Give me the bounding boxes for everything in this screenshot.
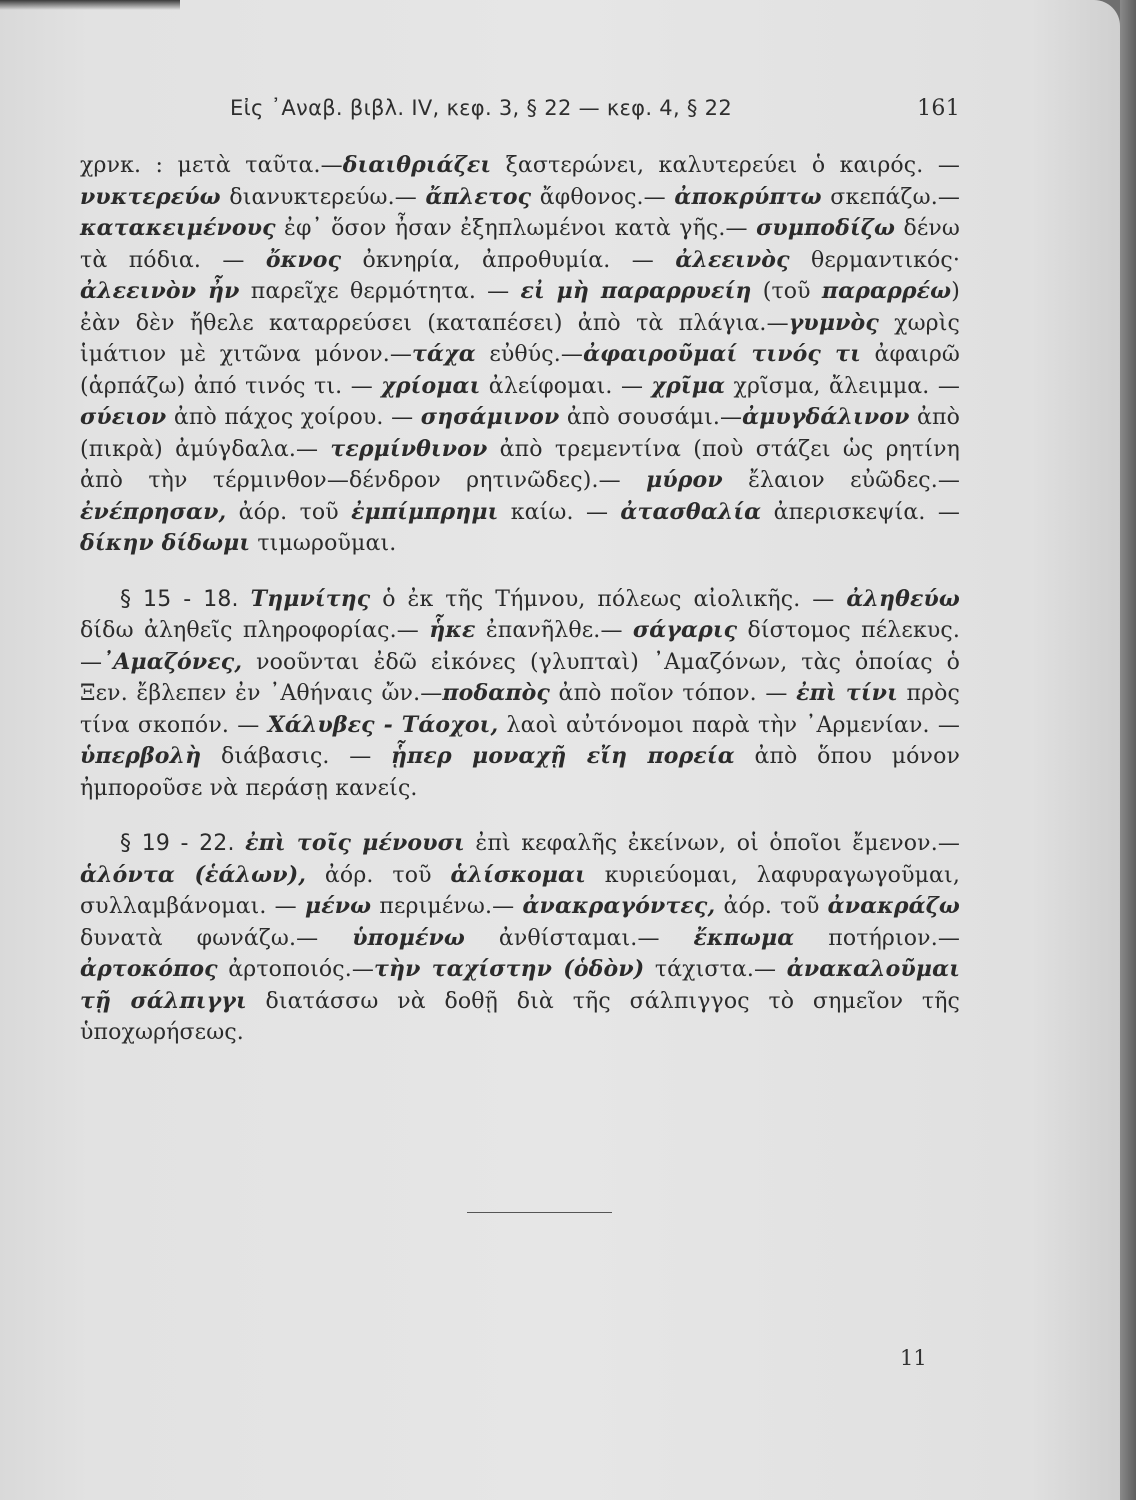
headword: χρίομαι [381,372,481,399]
gloss-text: ποτήριον.— [794,925,960,951]
headword: ἐμπίμπρημι [351,498,499,525]
headword: κατακειμένους [80,215,276,241]
headword: ἀρτοκόπος [80,956,218,982]
headword: ὑπομένω [352,924,465,951]
signature-mark: 11 [900,1346,927,1370]
gloss-text: δίστομος πέλεκυς.— [80,618,960,675]
gloss-text: εὐθύς.— [475,342,584,367]
gloss-text: δίδω ἀληθεῖς πληροφορίας.— [80,618,430,643]
gloss-text: ἀόρ. τοῦ [306,862,451,888]
gloss-text: ξαστερώνει, καλυτερεύει ὁ καιρός. — [491,153,960,178]
gloss-text: ἀόρ. τοῦ [715,894,828,919]
paragraph-section-15-18 [80,584,960,805]
headword: σησάμινον [420,404,560,430]
headword: ᾿Αμαζόνες, [102,648,243,675]
headword: ἀτασθαλία [620,498,762,525]
gloss-text: νοοῦνται ἐδῶ εἰκόνες (γλυπταὶ) ᾿Αμαζόνων, τὰς ὁποίας ὁ Ξεν. ἔβλεπεν ἐν ᾿Αθήναις ὤν.— [80,649,960,706]
gloss-text: κυριεύομαι, λαφυραγωγοῦμαι, συλλαμβάνομαι. — [80,862,960,919]
gloss-text: διάβασις. — [201,744,392,769]
section-marker: § 15 - 18. [120,586,251,612]
gloss-text: περιμένω.— [371,894,523,919]
gloss-text: καίω. — [498,499,621,525]
headword: ἐπὶ τίνι [796,680,898,706]
headword: ἧκε [429,617,476,643]
gloss-text: ἀφαιρῶ (ἁρπάζω) ἀπό τινός τι. — [80,342,960,399]
headword: ἀλεεινὸς [675,246,790,273]
gloss-text: τάχιστα.— [644,957,787,982]
headword: παραρρέω [821,278,952,304]
binding-gutter [1120,0,1136,1500]
gloss-text: ἀόρ. τοῦ [226,499,352,525]
headword: ποδαπὸς [442,680,550,706]
gloss-text: ) ἐὰν δὲν ἤθελε καταρρεύσει (καταπέσει) ἀπὸ τὰ πλάγια.— [80,279,960,336]
headword: ἀνακράζω [827,893,960,919]
gloss-text: δένω τὰ πόδια. — [80,216,960,273]
headword: ἄπλετος [425,183,532,210]
section-end-rule [467,1212,612,1213]
headword: ἁλόντα (ἑάλων), [80,861,307,888]
gloss-text: πρὸς τίνα σκοπόν. — [80,681,961,738]
running-header [230,96,960,126]
gloss-text: χωρὶς ἱμάτιον μὲ χιτῶνα μόνον.— [80,310,961,367]
headword: ὑπερβολὴ [80,743,202,769]
headword: δίκην δίδωμι [80,530,251,556]
headword: ἐπὶ τοῖς μένουσι [245,830,465,856]
gloss-text: ἐπανῆλθε.— [475,618,633,643]
headword: ἀφαιροῦμαί τινός τι [583,341,861,367]
gloss-text: ὁ ἐκ τῆς Τήμνου, πόλεως αἰολικῆς. — [370,586,847,612]
gloss-text: ἀρτοποιός.— [217,957,375,982]
headword: Τημνίτης [250,585,371,612]
gloss-text: χρῖσμα, ἄλειμμα. — [725,373,961,399]
headword: διαιθριάζει [342,152,492,178]
gloss-text: ἀπὸ σουσάμι.— [559,405,743,430]
gloss-text: ἔλαιον εὐῶδες.— [722,468,961,493]
gloss-text: σκεπάζω.— [821,184,960,210]
gloss-text: δυνατὰ φωνάζω.— [80,925,353,951]
headword: ᾗπερ μοναχῇ εἴη πορεία [391,743,735,769]
headword: τάχα [412,341,476,367]
headword: ἁλίσκομαι [450,861,586,888]
headword: ἀνακραγόντες, [522,893,716,919]
gloss-text: ἀνθίσταμαι.— [464,925,694,951]
paragraph-glossary-1 [80,150,960,560]
gloss-text: ἀπὸ ὅπου μόνον ἠμποροῦσε νὰ περάσῃ κανείς. [80,744,960,801]
gloss-text: ἀπὸ ποῖον τόπον. — [549,681,797,706]
page-body [80,150,960,1049]
headword: ἔκπωμα [693,924,795,951]
paragraph-section-19-22 [80,828,960,1049]
gloss-text: θερμαντικός· [789,247,961,273]
headword: Χάλυβες - Τάοχοι, [267,711,499,738]
gloss-text: ἐφ᾿ ὅσον ἦσαν ἐξηπλωμένοι κατὰ γῆς.— [275,216,757,241]
gloss-text: ἄφθονος.— [531,184,675,210]
gloss-text: ἀπὸ (πικρὰ) ἀμύγδαλα.— [80,405,960,462]
gloss-text: ὀκνηρία, ἀπροθυμία. — [341,247,676,273]
gloss-text: ἀπὸ τρεμεντίνα (ποὺ στάζει ὡς ρητίνη ἀπὸ τὴν τέρμινθον—δένδρον ρητινῶδες).— [80,436,960,493]
headword: χρῖμα [651,372,726,399]
headword: γυμνὸς [788,309,879,336]
gloss-text: διανυκτερεύω.— [220,184,426,210]
gloss-text: ἀπὸ πάχος χοίρου. — [166,405,421,430]
headword: ἀλεεινὸν ἦν [80,278,240,304]
page-number: 161 [917,96,960,121]
gloss-text: παρεῖχε θερμότητα. — [239,279,521,304]
section-marker: § 19 - 22. [120,831,246,856]
headword: νυκτερεύω [80,183,221,210]
gloss-text: λαοὶ αὐτόνομοι παρὰ τὴν ᾿Αρμενίαν. — [498,712,960,738]
gloss-text: χρνκ. : μετὰ ταῦτα.— [80,153,343,178]
gloss-text: ἐπὶ κεφαλῆς ἐκείνων, οἱ ὁποῖοι ἔμενον.— [464,831,960,856]
headword: εἰ μὴ παραρρυείη [520,278,752,304]
headword: συμποδίζω [756,215,896,241]
headword: ἀμυγδάλινον [742,404,910,430]
headword: ἀληθεύω [846,585,960,612]
header-title: Εἰς ᾿Αναβ. βιβλ. IV, κεφ. 3, § 22 — κεφ. 4, § 22 [230,96,732,120]
headword: ἐνέπρησαν, [80,498,227,525]
headword: ὄκνος [265,246,342,273]
scan-shadow [0,0,180,10]
gloss-text: τιμωροῦμαι. [250,531,397,556]
headword: τερμίνθινον [330,435,488,462]
headword: μένω [304,893,372,919]
headword: ἀνακαλοῦμαι τῇ σάλπιγγι [80,956,960,1014]
headword: ἀποκρύπτω [674,183,822,210]
gloss-text: (τοῦ [751,279,822,304]
headword: σάγαρις [632,617,738,643]
headword: σύειον [80,404,167,430]
gloss-text: ἀλείφομαι. — [480,373,652,399]
headword: τὴν ταχίστην (ὁδὸν) [374,956,645,982]
headword: μύρον [646,467,723,493]
gloss-text: διατάσσω νὰ δοθῇ διὰ τῆς σάλπιγγος τὸ σημεῖον τῆς ὑποχωρήσεως. [80,988,960,1045]
gloss-text: ἀπερισκεψία. — [761,499,960,525]
